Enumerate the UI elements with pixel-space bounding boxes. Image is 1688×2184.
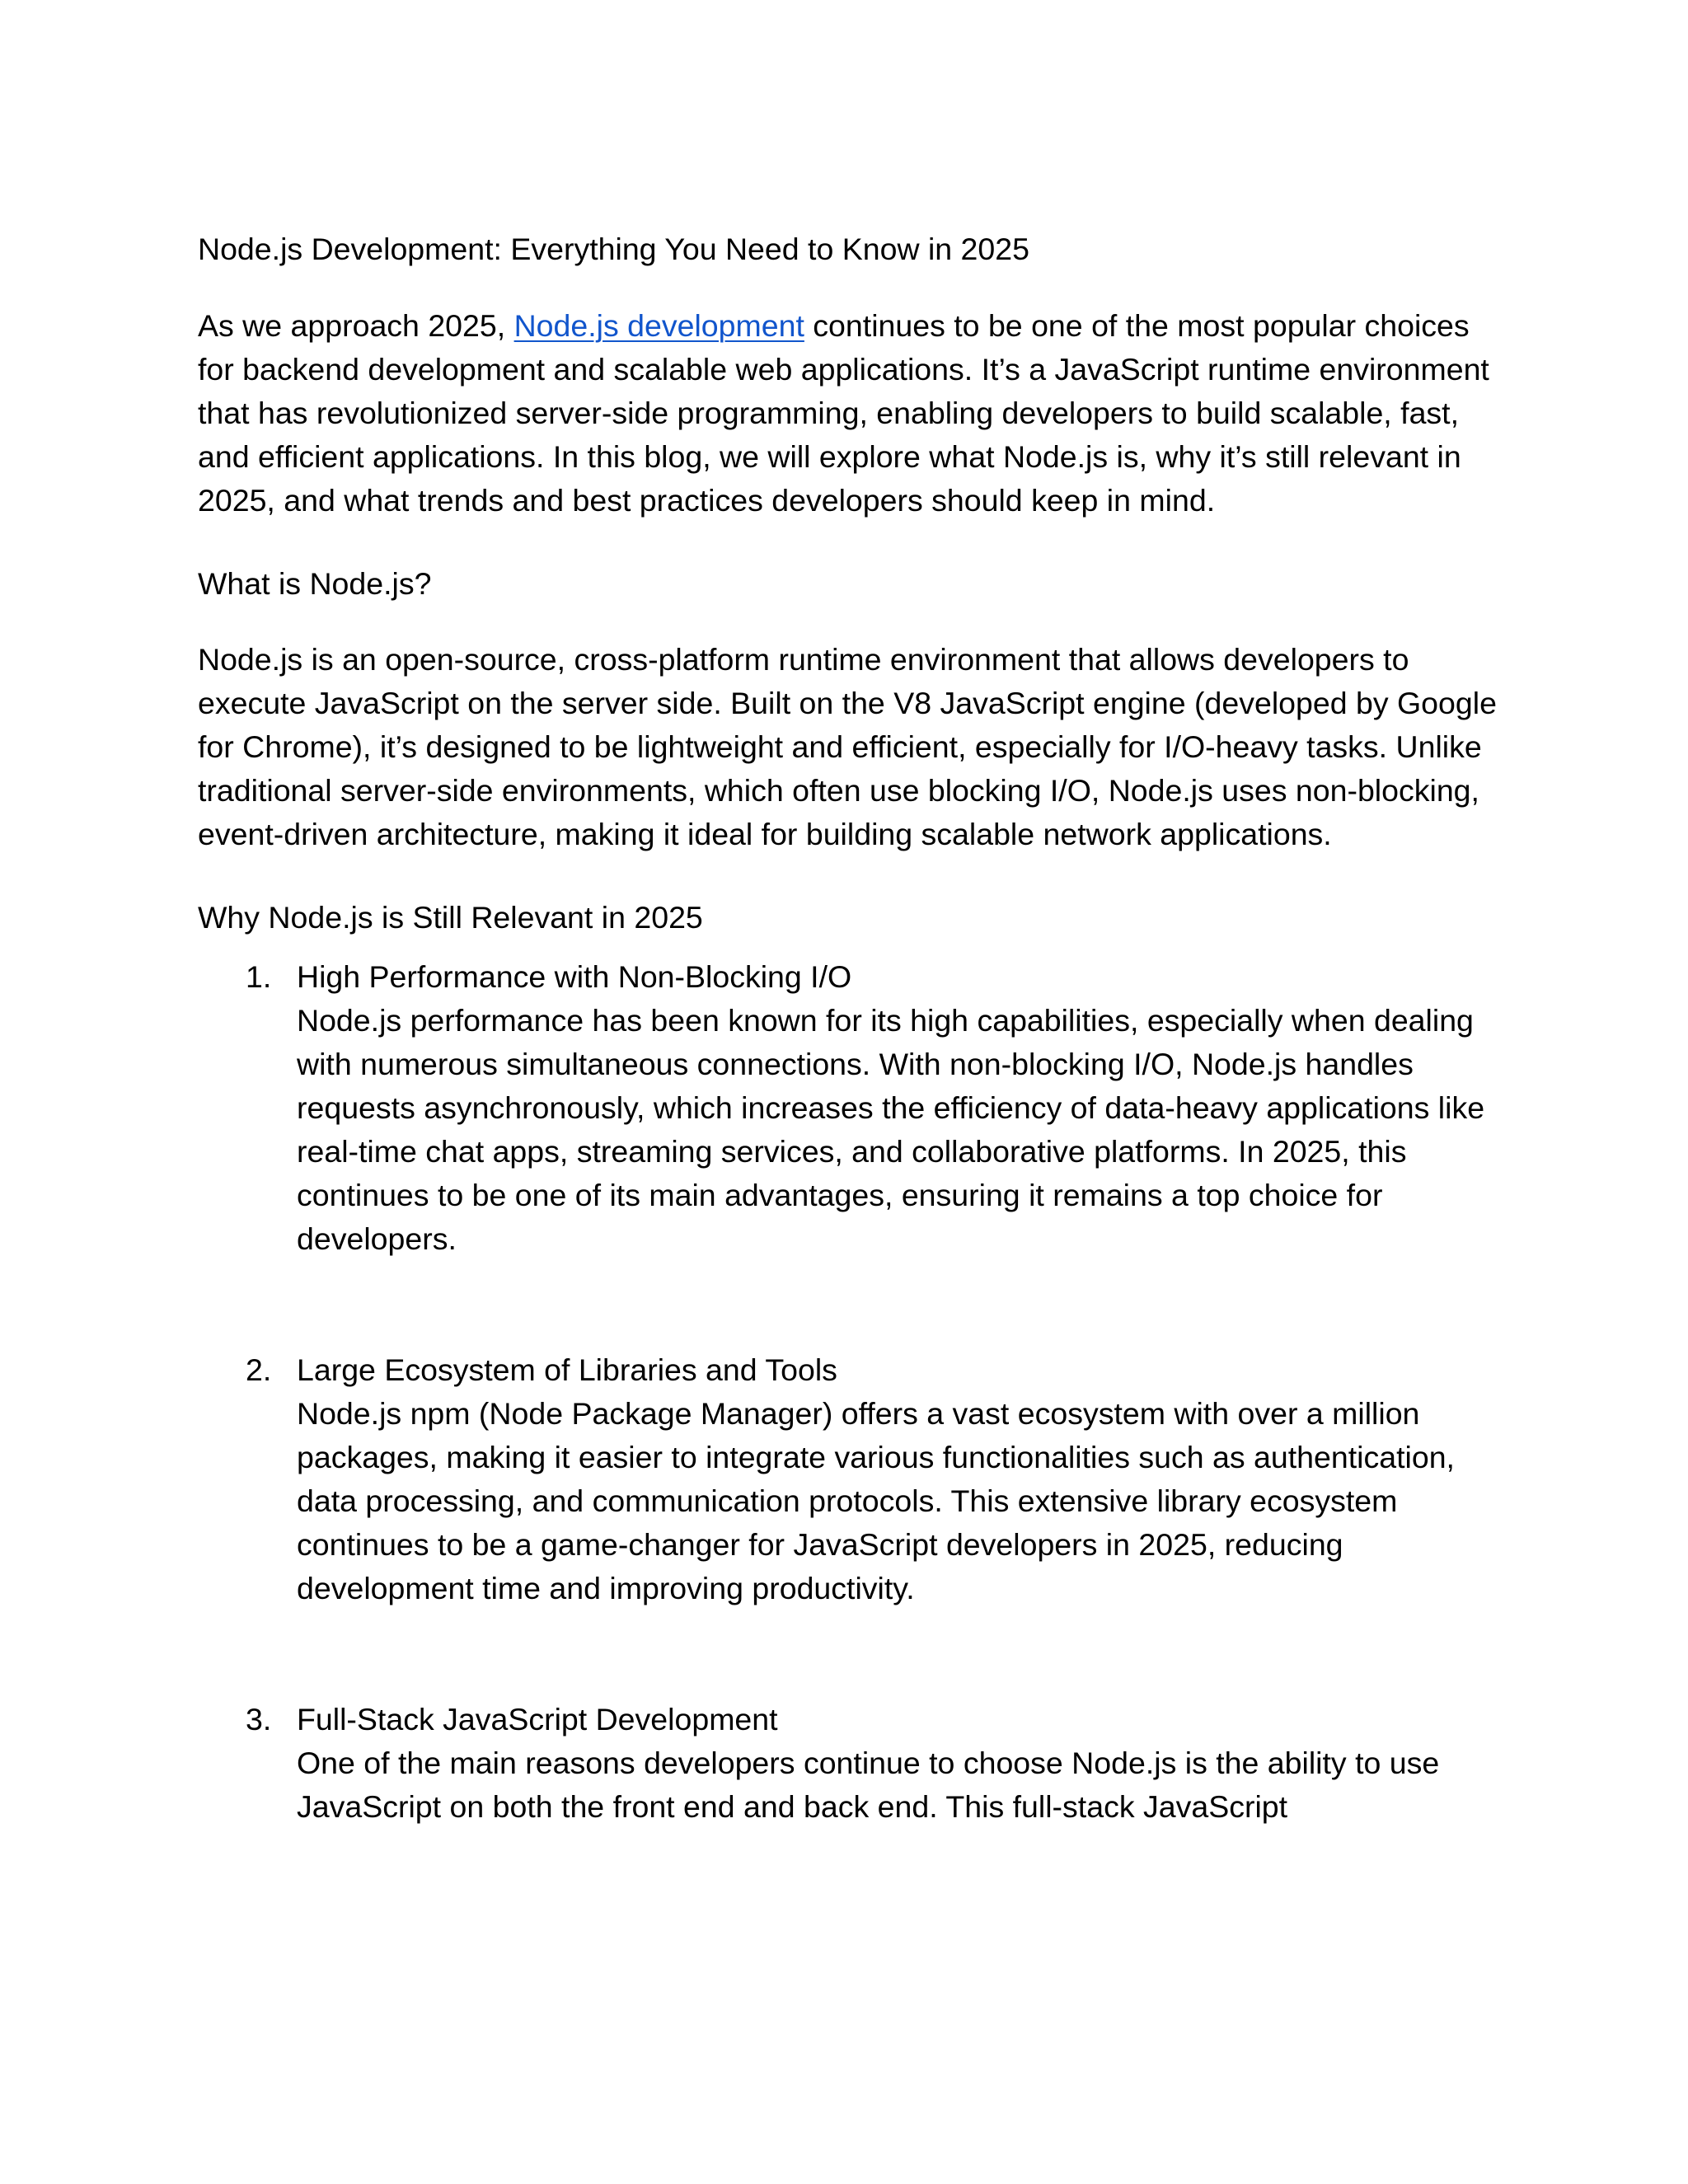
nodejs-development-link[interactable]: Node.js development: [513, 308, 804, 343]
what-is-nodejs-heading: What is Node.js?: [198, 566, 432, 601]
intro-text-start: As we approach 2025,: [198, 308, 514, 343]
list-item-body: Node.js npm (Node Package Manager) offers a vast ecosystem with over a million packages, making it easier to integrate various functionalities such as authentication, data processing, and communication protocols. This extensive library ecosystem continues to be a game-changer for JavaScript developers in 2025, reducing development time and improving productivity.: [297, 1396, 1455, 1605]
document-title: Node.js Development: Everything You Need to Know in 2025: [198, 232, 1029, 266]
reasons-list: [198, 955, 1500, 1829]
list-item-title: Full-Stack JavaScript Development: [297, 1702, 778, 1736]
list-item-body: One of the main reasons developers continue to choose Node.js is the ability to use JavaScript on both the front end and back end. This full-stack JavaScript: [297, 1746, 1440, 1824]
list-item-number: 3.: [246, 1702, 272, 1736]
list-item-title: Large Ecosystem of Libraries and Tools: [297, 1352, 837, 1387]
list-item: [198, 1698, 1500, 1829]
document-body: [198, 227, 1500, 1829]
what-is-nodejs-paragraph: Node.js is an open-source, cross-platform runtime environment that allows developers to execute JavaScript on the server side. Built on the V8 JavaScript engine (developed by Google for Chrome), it’s designed to be lightweight and efficient, especially for I/O-heavy tasks. Unlike traditional server-side environments, which often use blocking I/O, Node.js uses non-blocking, event-driven architecture, making it ideal for building scalable network applications.: [198, 642, 1497, 851]
list-item-body: Node.js performance has been known for its high capabilities, especially when dealing with numerous simultaneous connections. With non-blocking I/O, Node.js handles requests asynchronously, which increases the efficiency of data-heavy applications like real-time chat apps, streaming services, and collaborative platforms. In 2025, this continues to be one of its main advantages, ensuring it remains a top choice for developers.: [297, 1003, 1485, 1256]
intro-paragraph: [198, 304, 1500, 523]
list-item-number: 1.: [246, 959, 272, 994]
why-relevant-heading: Why Node.js is Still Relevant in 2025: [198, 900, 703, 935]
list-item: [198, 1348, 1500, 1610]
list-item-number: 2.: [246, 1352, 272, 1387]
list-item-title: High Performance with Non-Blocking I/O: [297, 959, 852, 994]
intro-text-end: continues to be one of the most popular choices for backend development and scalable web applications. It’s a JavaScript runtime environment that has revolutionized server-side programming, enabling developers to build scalable, fast, and efficient applications. In this blog, we will explore what Node.js is, why it’s still relevant in 2025, and what trends and best practices developers should keep in mind.: [198, 308, 1489, 518]
list-item: [198, 955, 1500, 1261]
